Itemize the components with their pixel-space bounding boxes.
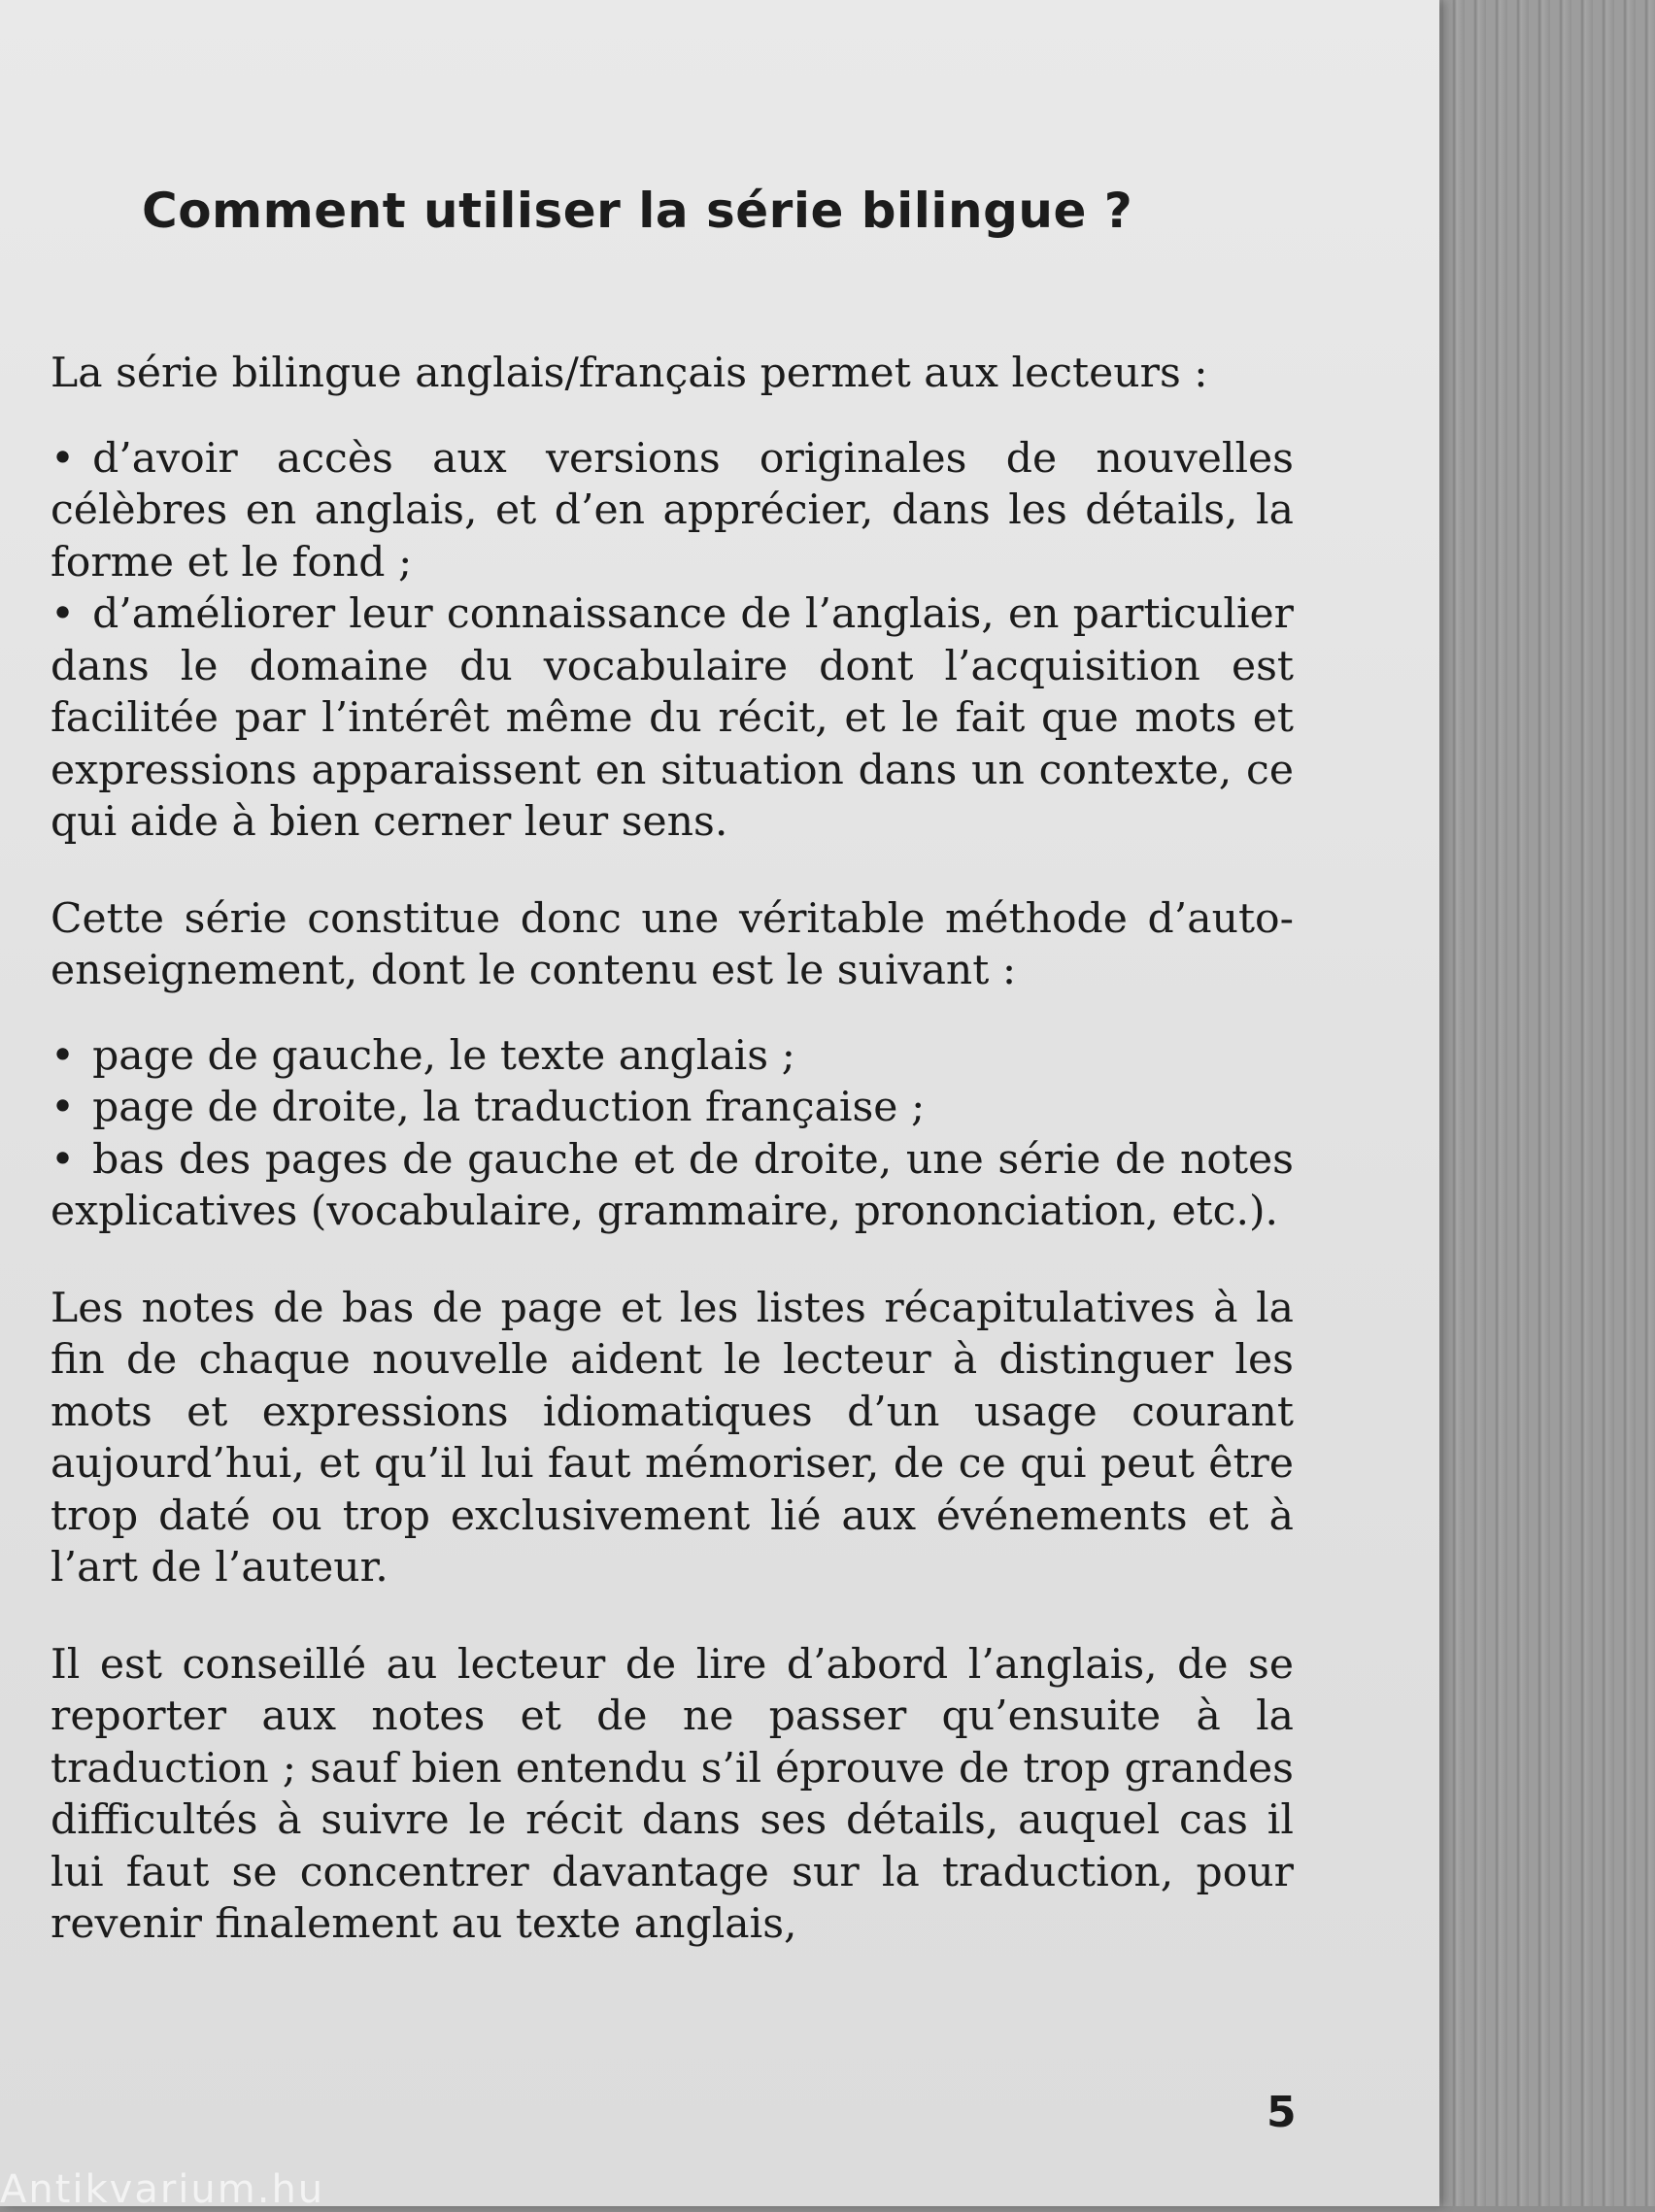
notes-paragraph: Les notes de bas de page et les listes récapitulatives à la fin de chaque nouvelle aident le lecteur à distinguer les mots et expressions idiomatiques d’un usage courant aujourd’hui, et qu’il lui faut mémoriser, de ce qui peut être trop daté ou trop exclusivement lié aux événements et à l’art de l’auteur. (51, 1284, 1294, 1592)
method-paragraph: Cette série constitue donc une véritable méthode d’auto-enseignement, dont le contenu est le suivant : (51, 894, 1294, 994)
list-item-text: bas des pages de gauche et de droite, une série de notes explicatives (vocabulaire, grammaire, prononciation, etc.). (51, 1135, 1294, 1235)
list-item (51, 588, 1294, 849)
list-item-text: d’avoir accès aux versions originales de nouvelles célèbres en anglais, et d’en apprécier, dans les détails, la forme et le fond ; (51, 434, 1294, 587)
bullet-icon: • (51, 434, 76, 483)
watermark: Antikvarium.hu (0, 2167, 325, 2212)
list-item-text: page de droite, la traduction française ; (92, 1084, 926, 1131)
list-item (51, 1134, 1294, 1238)
background-surface (1422, 0, 1655, 2206)
list-item-text: d’améliorer leur connaissance de l’anglais, en particulier dans le domaine du vocabulaire dont l’acquisition est facilitée par l’intérêt même du récit, et le fait que mots et expressions apparaissent en situation dans un contexte, ce qui aide à bien cerner leur sens. (51, 590, 1294, 846)
page-body (51, 348, 1294, 1951)
bullet-icon: • (51, 1031, 76, 1080)
page-number: 5 (1267, 2088, 1297, 2137)
list-item (51, 1030, 1294, 1083)
list-item-text: page de gauche, le texte anglais ; (92, 1031, 795, 1080)
page-title: Comment utiliser la série bilingue ? (142, 183, 1133, 239)
list-item (51, 433, 1294, 589)
bullet-icon: • (51, 1135, 76, 1184)
intro-paragraph: La série bilingue anglais/français permet aux lecteurs : (51, 350, 1208, 397)
bullet-icon: • (51, 1084, 76, 1131)
benefits-list (51, 433, 1294, 849)
bullet-icon: • (51, 590, 76, 638)
advice-paragraph: Il est conseillé au lecteur de lire d’abord l’anglais, de se reporter aux notes et de ne passer qu’ensuite à la traduction ; sauf bien entendu s’il éprouve de trop grandes difficultés à suivre le récit dans ses détails, auquel cas il lui faut se concentrer davantage sur la traduction, pour revenir finalement au texte anglais, (51, 1640, 1294, 1948)
contents-list (51, 1030, 1294, 1238)
list-item (51, 1082, 1294, 1134)
